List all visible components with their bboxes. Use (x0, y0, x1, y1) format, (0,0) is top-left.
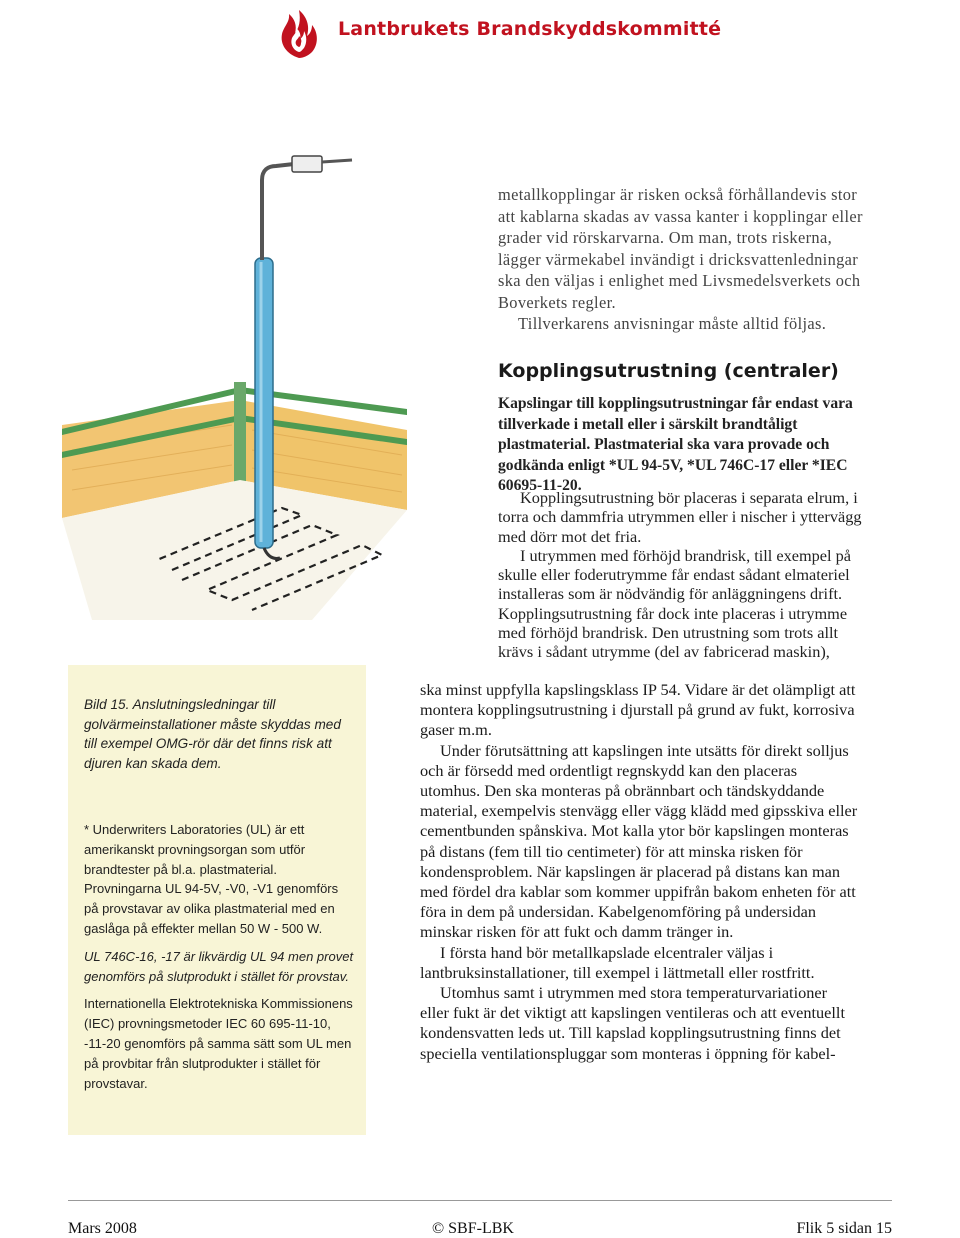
body-paragraph: Under förutsättning att kapslingen inte utsätts för direkt solljus och är försedd med ordentligt regnskydd kan den placeras utomhus. Den ska monteras på obrännbart och tändskyddande material, exempelvis stenvägg eller vägg klädd med gipsskiva eller cementbunden spånskiva. Mot kalla ytor bör kapslingen monteras på distans (fem till tio centimeter) för att minska risken för kondensproblem. När kapslingen är placerad på distans kan man med fördel dra kablar som kommer uppifrån bakom enheten för att föra in dem på undersidan. Kabelgenomföring på undersidan minskar risken för att fukt och damm tränger in. (420, 740, 858, 942)
body-paragraph: Utomhus samt i utrymmen med stora temperaturvariationer eller fukt är det viktigt att kapslingen ventileras och att eventuellt kondensvatten leds ut. Till kapslad kopplingsutrustning finns det speciella ventilationspluggar som monteras i öppning för kabel- (420, 983, 845, 1063)
page-footer (0, 1200, 960, 1236)
note-ul746: UL 746C-16, -17 är likvärdig UL 94 men provet genomförs på slutprodukt i stället för provstav. (84, 948, 354, 984)
footer-divider (68, 1200, 892, 1201)
note-iec: Internationella Elektrotekniska Kommissionens (IEC) provningsmetoder IEC 60 695-11-10, -11-20 genomförs på samma sätt som UL men på provbitar från slutprodukter i stället för provstavar. (84, 996, 353, 1091)
organization-name: Lantbrukets Brandskyddskommitté (338, 18, 722, 40)
body-paragraph: I utrymmen med förhöjd brandrisk, till exempel på skulle eller foderutrymme får endast sådant elmateriel installeras som är nödvändig för anläggningens drift. Kopplingsutrustning får dock inte placeras i utrymme med förhöjd brandrisk. Den utrustning som trots allt krävs i sådant utrymme (del av fabricerad maskin), (498, 545, 851, 662)
page-header (0, 0, 960, 62)
section-body-upper (498, 488, 870, 662)
figure-caption: Bild 15. Anslutningsledningar till golvärmeinstallationer måste skyddas med till exempel OMG-rör där det finns risk att djuren kan skada dem. (84, 697, 341, 771)
footer-copyright: © SBF-LBK (432, 1220, 514, 1237)
section-lead (498, 394, 870, 497)
body-paragraph: I första hand bör metallkapslade elcentraler väljas i lantbruksinstallationer, till exempel i lättmetall eller rostfritt. (420, 942, 815, 982)
section-heading: Kopplingsutrustning (centraler) (498, 360, 839, 382)
footnotes (84, 820, 356, 1101)
lead-paragraph: Kapslingar till kopplingsutrustningar får endast vara tillverkade i metall eller i särskilt brandtåligt plastmaterial. Plastmaterial ska vara provade och godkända enligt *UL 94-5V, *UL 746C-17 eller *IEC 60695-11-20. (498, 395, 853, 494)
note-ul: * Underwriters Laboratories (UL) är ett amerikanskt provningsorgan som utför brandtester på bl.a. plastmaterial. Provningarna UL 94-5V, -V0, -V1 genomförs på provstavar av olika plastmaterial med en gaslåga på effekter mellan 50 W - 500 W. (84, 822, 339, 936)
intro-paragraph: Tillverkarens anvisningar måste alltid följas. (518, 314, 827, 333)
footer-page-number: Flik 5 sidan 15 (796, 1220, 892, 1237)
floor-heating-cable-illustration (62, 150, 407, 670)
flame-logo-icon (272, 6, 326, 60)
body-paragraph: ska minst uppfylla kapslingsklass IP 54. Vidare är det olämpligt att montera kopplingsutrustning i djurstall på grund av fukt, korrosiva gaser m.m. (420, 680, 856, 740)
intro-text (498, 184, 870, 335)
section-body-main (420, 680, 860, 1064)
body-paragraph: Kopplingsutrustning bör placeras i separata elrum, i torra och dammfria utrymmen eller i nischer i yttervägg med dörr mot det fria. (498, 488, 862, 546)
intro-paragraph: metallkopplingar är risken också förhållandevis stor att kablarna skadas av vassa kanter i kopplingar eller grader vid rörskarvarna. Om man, trots riskerna, lägger värmekabel invändigt i dricksvattenledningar ska den väljas i enlighet med Livsmedelsverkets och Boverkets regler. (498, 185, 863, 312)
footer-date: Mars 2008 (68, 1220, 137, 1237)
